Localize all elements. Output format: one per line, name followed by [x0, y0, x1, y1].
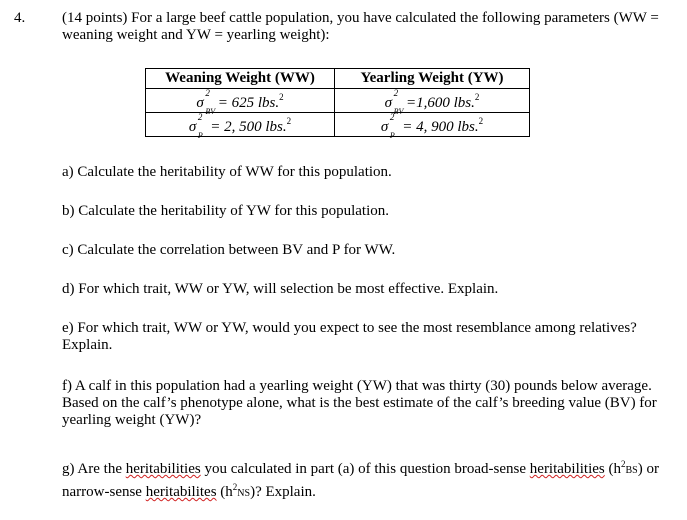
yw-p-sigma: σ 2 P: [380, 112, 395, 140]
yw-bv-value: =1,600 lbs.: [406, 95, 475, 111]
ww-bv-value: = 625 lbs.: [217, 95, 280, 111]
part-a: a) Calculate the heritability of WW for this population.: [62, 164, 392, 180]
part-e: e) For which trait, WW or YW, would you expect to see the most resemblance among relatives? Explain.: [62, 320, 637, 353]
part-f: f) A calf in this population had a yearling weight (YW) that was thirty (30) pounds below average. Based on the calf’s phenotype alone, what is the best estimate of the calf’s breeding value (BV) for yearling weight (YW)?: [62, 378, 657, 428]
spellcheck-word: heritabilities: [529, 461, 605, 477]
table-row-bv-variance: [146, 89, 530, 113]
spellcheck-word: heritabilities: [125, 461, 201, 477]
part-c: c) Calculate the correlation between BV and P for WW.: [62, 242, 396, 258]
parameters-table: [145, 68, 530, 140]
part-g: g) Are the heritabilities you calculated in part (a) of this question broad-sense heritabilities $(h^2BS)$ or narrow-sense heritabilites $(h^2NS)$? Explain.: [62, 459, 659, 500]
part-d: d) For which trait, WW or YW, will selection be most effective. Explain.: [62, 281, 499, 297]
question-number: 4.: [14, 10, 26, 26]
table-row-p-variance: [146, 113, 530, 137]
yw-p-variance: σ 2 P = 4, 900 lbs.$^2$: [335, 113, 530, 137]
header-yearling-weight: Yearling Weight (YW): [335, 69, 530, 89]
ww-p-sigma: σ 2 P: [188, 112, 203, 140]
part-b: b) Calculate the heritability of YW for this population.: [62, 203, 390, 219]
yw-p-value: = 4, 900 lbs.: [402, 119, 479, 135]
table-header-row: [146, 69, 530, 89]
ww-p-value: = 2, 500 lbs.: [210, 119, 287, 135]
ww-p-variance: σ 2 P = 2, 500 lbs.$^2$: [146, 113, 335, 137]
spellcheck-word: heritabilites: [145, 484, 217, 500]
header-weaning-weight: Weaning Weight (WW): [146, 69, 335, 89]
yw-bv-variance: σ 2 BV =1,600 lbs.$^2$: [335, 89, 530, 113]
yw-bv-sigma: σ 2 BV: [384, 88, 404, 116]
ww-bv-sigma: σ 2 BV: [196, 88, 216, 116]
ww-bv-variance: σ 2 BV = 625 lbs.$^2$: [146, 89, 335, 113]
question-intro: (14 points) For a large beef cattle population, you have calculated the following parameters (WW = weaning weight and YW = yearling weight):: [62, 10, 659, 43]
